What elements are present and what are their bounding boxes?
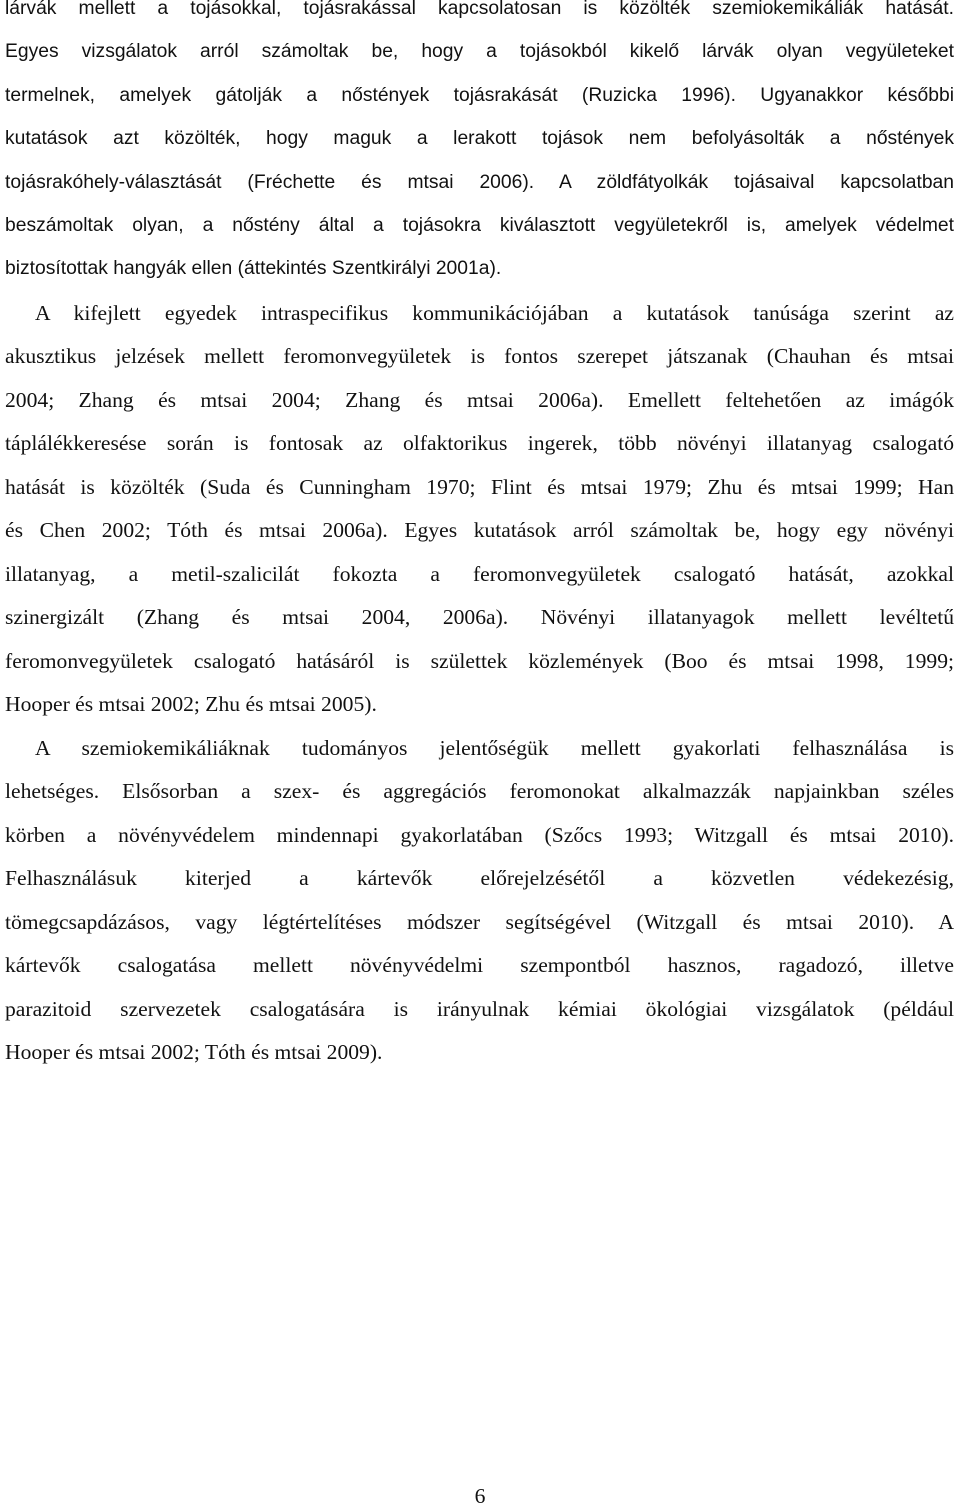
text-line: kutatások azt közölték, hogy maguk a lerakott tojások nem befolyásolták a nőstények [5,128,954,149]
text-line: kártevők csalogatása mellett növényvédelmi szempontból hasznos, ragadozó, illetve [5,953,954,977]
text-line: lehetséges. Elsősorban a szex- és aggregációs feromonokat alkalmazzák napjainkban széles [5,779,954,803]
text-line: és Chen 2002; Tóth és mtsai 2006a). Egyes kutatások arról számoltak be, hogy egy növényi [5,518,954,542]
text-line: Hooper és mtsai 2002; Tóth és mtsai 2009). [5,1040,383,1064]
text-line: tömegcsapdázásos, vagy légtértelítéses módszer segítségével (Witzgall és mtsai 2010). A [5,910,954,934]
text-line: A szemiokemikáliáknak tudományos jelentőségük mellett gyakorlati felhasználása is [35,736,954,760]
text-line: illatanyag, a metil-szalicilát fokozta a feromonvegyületek csalogató hatását, azokkal [5,562,954,586]
text-line: A kifejlett egyedek intraspecifikus kommunikációjában a kutatások tanúsága szerint az [35,301,954,325]
text-line: termelnek, amelyek gátolják a nőstények tojásrakását (Ruzicka 1996). Ugyanakkor későbbi [5,85,954,106]
text-line: hatását is közölték (Suda és Cunningham 1970; Flint és mtsai 1979; Zhu és mtsai 1999; Han [5,475,954,499]
text-line: Egyes vizsgálatok arról számoltak be, hogy a tojásokból kikelő lárvák olyan vegyületeket [5,41,954,62]
text-line: lárvák mellett a tojásokkal, tojásrakással kapcsolatosan is közölték szemiokemikáliák hatását. [5,0,954,19]
text-line: táplálékkeresése során is fontosak az olfaktorikus ingerek, több növényi illatanyag csalogató [5,431,954,455]
text-line: Felhasználásuk kiterjed a kártevők előrejelzésétől a közvetlen védekezésig, [5,866,954,890]
page-number: 6 [474,1484,486,1508]
text-line: biztosítottak hangyák ellen (áttekintés Szentkirályi 2001a). [5,258,502,279]
text-line: szinergizált (Zhang és mtsai 2004, 2006a). Növényi illatanyagok mellett levéltetű [5,605,954,629]
text-line: tojásrakóhely-választását (Fréchette és mtsai 2006). A zöldfátyolkák tojásaival kapcsolatban [5,172,954,193]
text-line: körben a növényvédelem mindennapi gyakorlatában (Szőcs 1993; Witzgall és mtsai 2010). [5,823,954,847]
text-line: feromonvegyületek csalogató hatásáról is születtek közlemények (Boo és mtsai 1998, 1999; [5,649,954,673]
text-line: 2004; Zhang és mtsai 2004; Zhang és mtsai 2006a). Emellett feltehetően az imágók [5,388,954,412]
text-line: beszámoltak olyan, a nőstény által a tojásokra kiválasztott vegyületekről is, amelyek védelmet [5,215,954,236]
text-line: Hooper és mtsai 2002; Zhu és mtsai 2005). [5,692,377,716]
text-line: parazitoid szervezetek csalogatására is irányulnak kémiai ökológiai vizsgálatok (például [5,997,954,1021]
text-line: akusztikus jelzések mellett feromonvegyületek is fontos szerepet játszanak (Chauhan és mtsai [5,344,954,368]
